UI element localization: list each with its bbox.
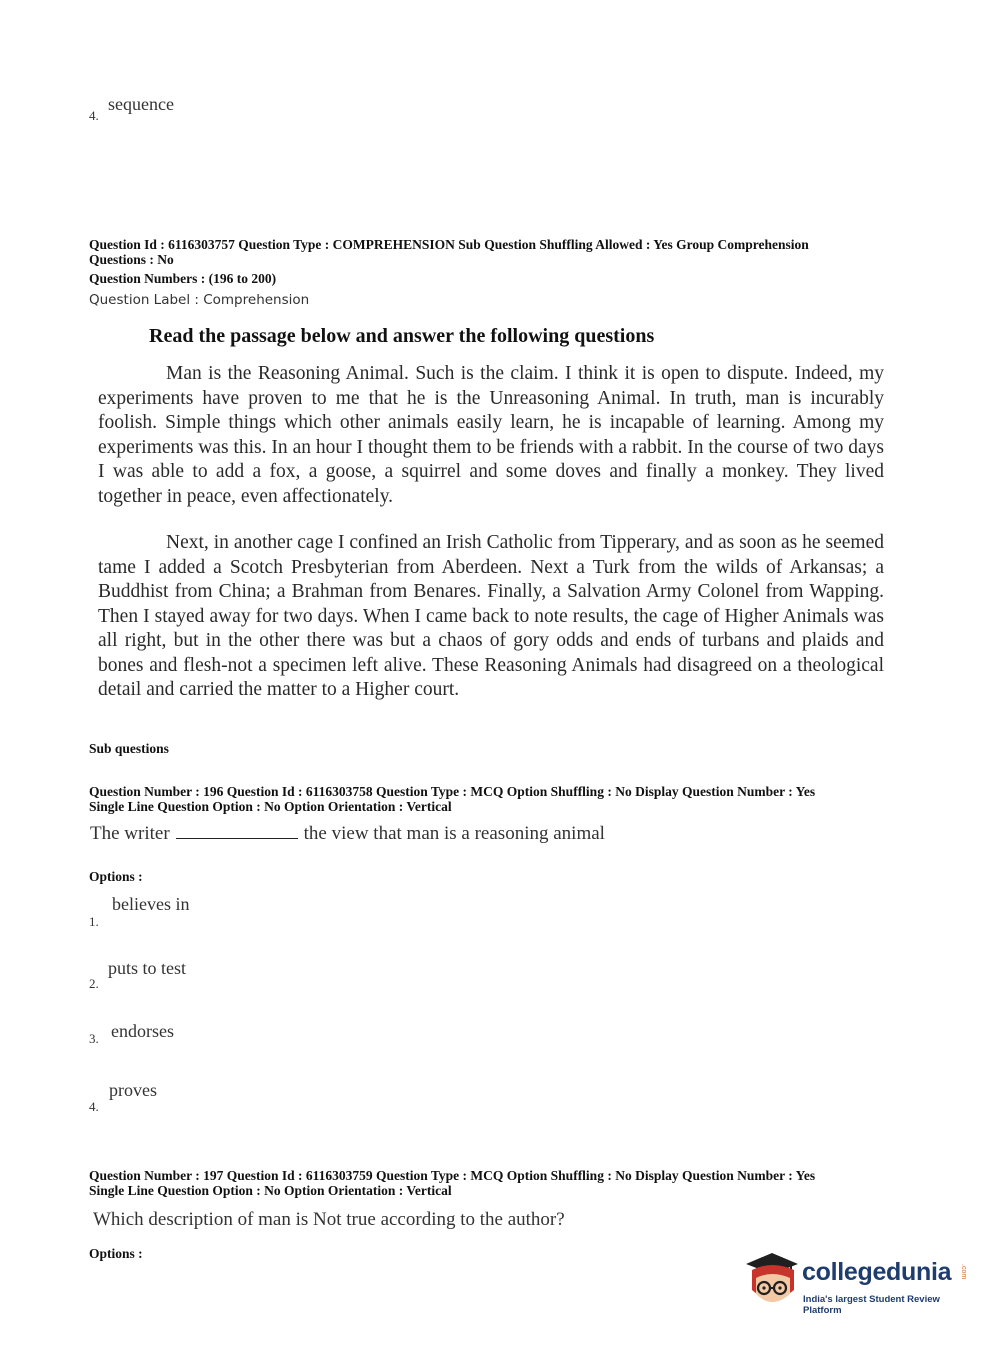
passage-paragraph-1: Man is the Reasoning Animal. Such is the claim. I think it is open to dispute. Indeed, my experiments have proven to me that he is the Unreasoning Animal. In truth, man is incurably foolish. Simple things which other animals easily learn, he is incapable of learning. Among my experiments was this. In an hour I thought them to be friends with a rabbit. In the course of two days I was able to add a fox, a goose, a squirrel and some doves and finally a monkey. They lived together in peace, even affectionately. [98, 363, 884, 507]
q197-question-text: Which description of man is Not true according to the author? [93, 1209, 565, 1230]
option-4-text[interactable]: proves [109, 1080, 157, 1100]
passage-title: Read the passage below and answer the following questions [149, 325, 655, 347]
passage-paragraph-2: Next, in another cage I confined an Irish Catholic from Tipperary, and as soon as he seemed tame I added a Scotch Presbyterian from Aberdeen. Next a Turk from the wilds of Arkansas; a Buddhist from China; a Brahman from Benares. Finally, a Salvation Army Colonel from Wapping. Then I stayed away for two days. When I came back to note results, the cage of Higher Animals was all right, but in the other there was but a chaos of gory odds and ends of turbans and plaids and bones and flesh-not a specimen left alive. These Reasoning Animals had disagreed on a theological detail and carried the matter to a Higher court. [98, 532, 884, 700]
option-2-text[interactable]: puts to test [108, 958, 187, 978]
option-3-number: 3. [89, 1031, 99, 1046]
q197-meta-line2: Single Line Question Option : No Option Orientation : Vertical [89, 1183, 452, 1198]
collegedunia-logo[interactable] [742, 1250, 972, 1316]
fill-in-blank [176, 838, 298, 839]
comprehension-meta-line1: Question Id : 6116303757 Question Type : COMPREHENSION Sub Question Shuffling Allowed : Yes Group Comprehension [89, 237, 809, 252]
option-3-text[interactable]: endorses [111, 1021, 174, 1041]
mascot-icon [742, 1250, 804, 1312]
option-1-number: 1. [89, 914, 99, 929]
q197-options-label: Options : [89, 1246, 143, 1261]
option-2-number: 2. [89, 976, 99, 991]
question-label: Question Label : Comprehension [89, 292, 310, 308]
logo-wordmark: collegedunia [802, 1258, 952, 1286]
question-numbers: Question Numbers : (196 to 200) [89, 271, 277, 286]
comprehension-meta-line2: Questions : No [89, 252, 174, 267]
logo-suffix: .com [960, 1264, 967, 1280]
q196-text-after: the view that man is a reasoning animal [303, 823, 605, 844]
comprehension-meta [89, 237, 909, 267]
q196-meta [89, 784, 909, 814]
q196-options-label: Options : [89, 869, 143, 884]
option-4-number: 4. [89, 1099, 99, 1114]
option-text: sequence [108, 94, 174, 114]
q197-meta [89, 1168, 909, 1198]
q196-question-text [90, 823, 605, 845]
q197-meta-line1: Question Number : 197 Question Id : 6116303759 Question Type : MCQ Option Shuffling : No Display Question Number : Yes [89, 1168, 816, 1183]
option-1-text[interactable]: believes in [112, 894, 190, 914]
q196-meta-line2: Single Line Question Option : No Option Orientation : Vertical [89, 799, 452, 814]
sub-questions-label: Sub questions [89, 741, 169, 756]
option-number: 4. [89, 108, 99, 123]
q196-text-before: The writer [90, 823, 170, 844]
logo-tagline: India's largest Student Review Platform [803, 1294, 940, 1316]
q196-meta-line1: Question Number : 196 Question Id : 6116303758 Question Type : MCQ Option Shuffling : No Display Question Number : Yes [89, 784, 816, 799]
